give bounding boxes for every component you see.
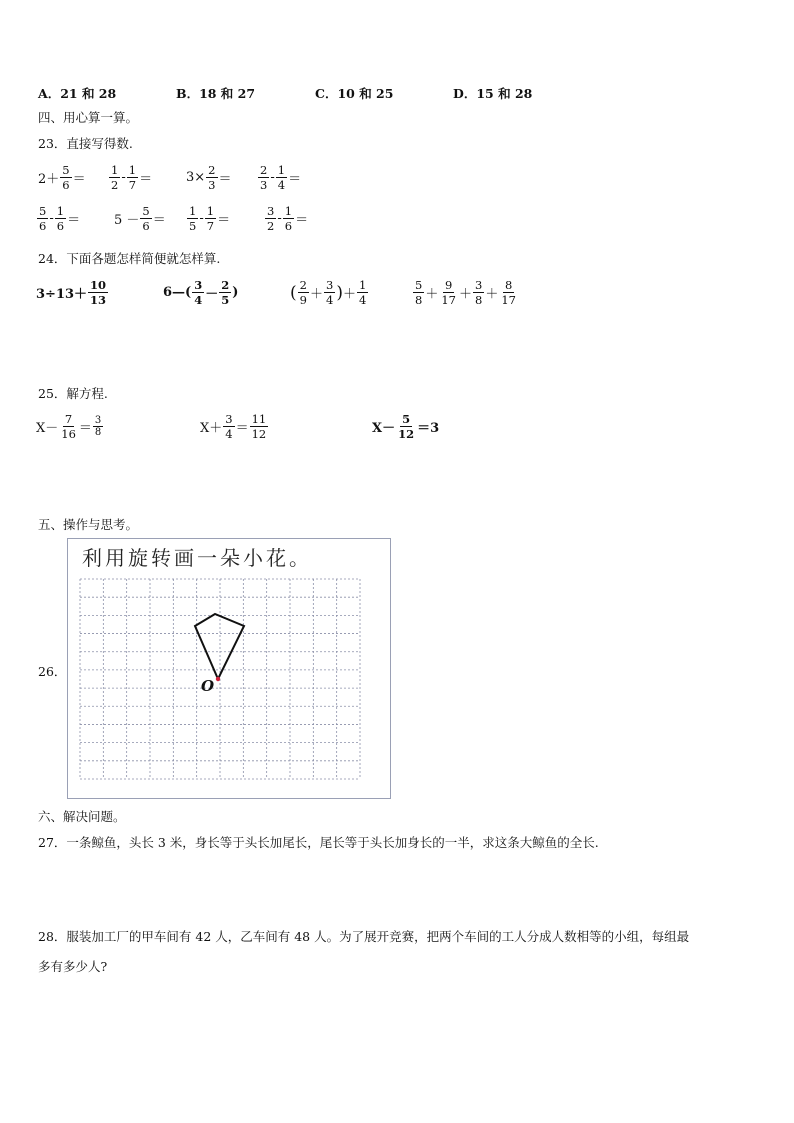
q25-equation-2: X＋ $\frac{3}{4}$ ＝ $\frac{11}{12}$ (200, 412, 267, 441)
figure-title: 利用旋转画一朵小花。 (82, 546, 312, 570)
option-a: A．21 和 28 (38, 86, 117, 101)
q26-number: 26． (38, 664, 67, 679)
rotation-center-point (216, 677, 220, 681)
q24-expr-2: 6—( $\frac{3}{4}$ － $\frac{2}{5}$ ) (163, 278, 239, 307)
q23-expr-1: 2＋ $\frac{5}{6}$ ＝ (38, 163, 86, 192)
q23-expr-8: $\frac{3}{2}$ - $\frac{1}{6}$ ＝ (267, 204, 309, 233)
q28-text-line-2: 多有多少人? (38, 959, 108, 974)
section-6-heading: 六、解决问题。 (38, 809, 126, 824)
q23-title: 23．直接写得数. (38, 136, 133, 151)
q28-text-line-1: 28．服装加工厂的甲车间有 42 人，乙车间有 48 人。为了展开竞赛，把两个车间的工人分成人数相等的小组，每组最 (38, 929, 690, 944)
section-4-heading: 四、用心算一算。 (38, 110, 139, 125)
q25-equation-1: X－ $\frac{7}{16}$ ＝ $\frac{3}{8}$ (36, 412, 102, 441)
q24-expr-1: 3÷13＋ $\frac{10}{13}$ (36, 278, 107, 307)
q23-expr-7: $\frac{1}{5}$ - $\frac{1}{7}$ ＝ (189, 204, 231, 233)
q27-text: 27．一条鲸鱼，头长 3 米，身长等于头长加尾长，尾长等于头长加身长的一半，求这条大鲸鱼的全长. (38, 835, 599, 850)
q24-title: 24．下面各题怎样简便就怎样算. (38, 251, 221, 266)
rotation-grid-figure (67, 538, 391, 799)
option-b: B．18 和 27 (176, 86, 256, 101)
q25-title: 25．解方程. (38, 386, 108, 401)
kite-shape (195, 614, 244, 679)
center-label-o: O (201, 677, 215, 695)
q24-expr-3: ( $\frac{2}{9}$ ＋ $\frac{3}{4}$ ) ＋ $\frac{1}{4}$ (290, 278, 367, 307)
section-5-heading: 五、操作与思考。 (38, 517, 139, 532)
q23-expr-4: $\frac{2}{3}$ - $\frac{1}{4}$ ＝ (260, 163, 302, 192)
q23-expr-2: $\frac{1}{2}$ - $\frac{1}{7}$ ＝ (111, 163, 153, 192)
q23-expr-3: 3× $\frac{2}{3}$ ＝ (186, 163, 232, 192)
option-c: C．10 和 25 (315, 86, 394, 101)
option-d: D．15 和 28 (453, 86, 533, 101)
q23-expr-6: 5 － $\frac{5}{6}$ ＝ (114, 204, 166, 233)
grid-svg (68, 539, 390, 798)
q23-expr-5: $\frac{5}{6}$ - $\frac{1}{6}$ ＝ (39, 204, 81, 233)
q24-expr-4: $\frac{5}{8}$ ＋ $\frac{9}{17}$ ＋ $\frac{3}{8}$ ＋ $\frac{8}{17}$ (415, 278, 516, 307)
q25-equation-3: X－ $\frac{5}{12}$ ＝3 (372, 412, 440, 441)
